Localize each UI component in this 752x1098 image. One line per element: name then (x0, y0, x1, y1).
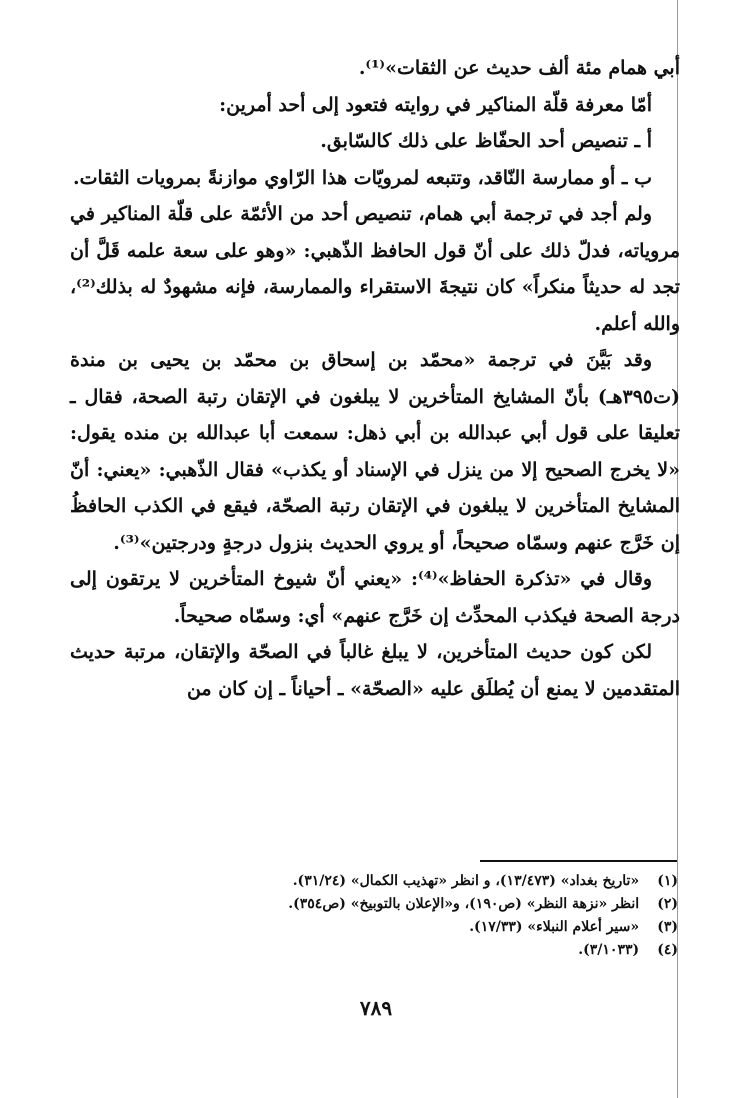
page-number: ٧٨٩ (359, 996, 393, 1020)
footnote-1 (220, 870, 678, 893)
footnote-text: «تاريخ بغداد» (١٣/٤٧٣)، و انظر «تهذيب الكمال» (٣١/٢٤). (292, 873, 640, 889)
footnote-4 (220, 939, 678, 962)
footnote-text: «سير أعلام النبلاء» (١٧/٣٣). (469, 919, 640, 935)
footnote-number: (٢) (657, 896, 678, 912)
footnote-2 (220, 893, 678, 916)
footnote-text: انظر «نزهة النظر» (ص١٩٠)، و«الإعلان بالتوبيخ» (ص٣٥٤). (288, 896, 640, 912)
footnote-text: (٣/١٠٣٣). (578, 942, 640, 958)
paragraph-4: ب ـ أو ممارسة النّاقد، وتتبعه لمرويّات هذا الرّاوي موازنةً بمرويات الثقات. (72, 166, 652, 189)
footnote-number: (١) (657, 873, 678, 889)
paragraph-2: أمّا معرفة قلّة المناكير في روايته فتعود إلى أحد أمرين: (219, 93, 652, 116)
footnote-3 (220, 916, 678, 939)
footnote-number: (٣) (657, 919, 678, 935)
footnote-number: (٤) (657, 942, 678, 958)
paragraph-8: لكن كون حديث المتأخرين، لا يبلغ غالباً في الصحّة والإتقان، مرتبة حديث المتقدمين لا يمنع أن يُطلَق عليه «الصحّة» ـ أحياناً ـ إن كان من (70, 641, 680, 700)
footnotes (220, 870, 678, 962)
paragraph-3: أ ـ تنصيص أحد الحفّاظ على ذلك كالسّابق. (320, 130, 652, 152)
main-text (70, 50, 680, 707)
paragraph-7: وقال في «تذكرة الحفاظ»⁽⁴⁾: «يعني أنّ شيوخ المتأخرين لا يرتقون إلى درجة الصحة فيكذب المحدِّث إن خَرَّج عنهم» أي: وسمّاه صحيحاً. (70, 568, 680, 627)
paragraph-6: وقد بَيَّنَ في ترجمة «محمّد بن إسحاق بن محمّد بن يحيى بن مندة (ت٣٩٥هـ) بأنّ المشايخ المتأخرين لا يبلغون في الإتقان رتبة الصحة، فقال ـ تعليقا على قول أبي عبدالله بن أبي ذهل: سمعت أبا عبدالله بن منده يقول: «لا يخرج الصحيح إلا من ينزل في الإسناد أو يكذب» فقال الذّهبي: «يعني: أنّ المشايخ المتأخرين لا يبلغون في الإتقان رتبة الصحّة، فيقع في الكذب الحافظُ إن خَرَّج عنهم وسمّاه صحيحاً، أو يروي الحديث بنزول درجةٍ ودرجتين»⁽³⁾. (70, 349, 680, 554)
paragraph-5: ولم أجد في ترجمة أبي همام، تنصيص أحد من الأئمّة على قلّة المناكير في مروياته، فدلّ ذلك على أنّ قول الحافظ الذّهبي: «وهو على سعة علمه قَلَّ أن تجد له حديثاً منكراً» كان نتيجةَ الاستقراء والممارسة، فإنه مشهودٌ له بذلك⁽²⁾، والله أعلم. (70, 203, 680, 335)
paragraph-1: أبي همام مئة ألف حديث عن الثقات»⁽¹⁾. (358, 57, 680, 79)
footnote-separator (480, 860, 677, 862)
